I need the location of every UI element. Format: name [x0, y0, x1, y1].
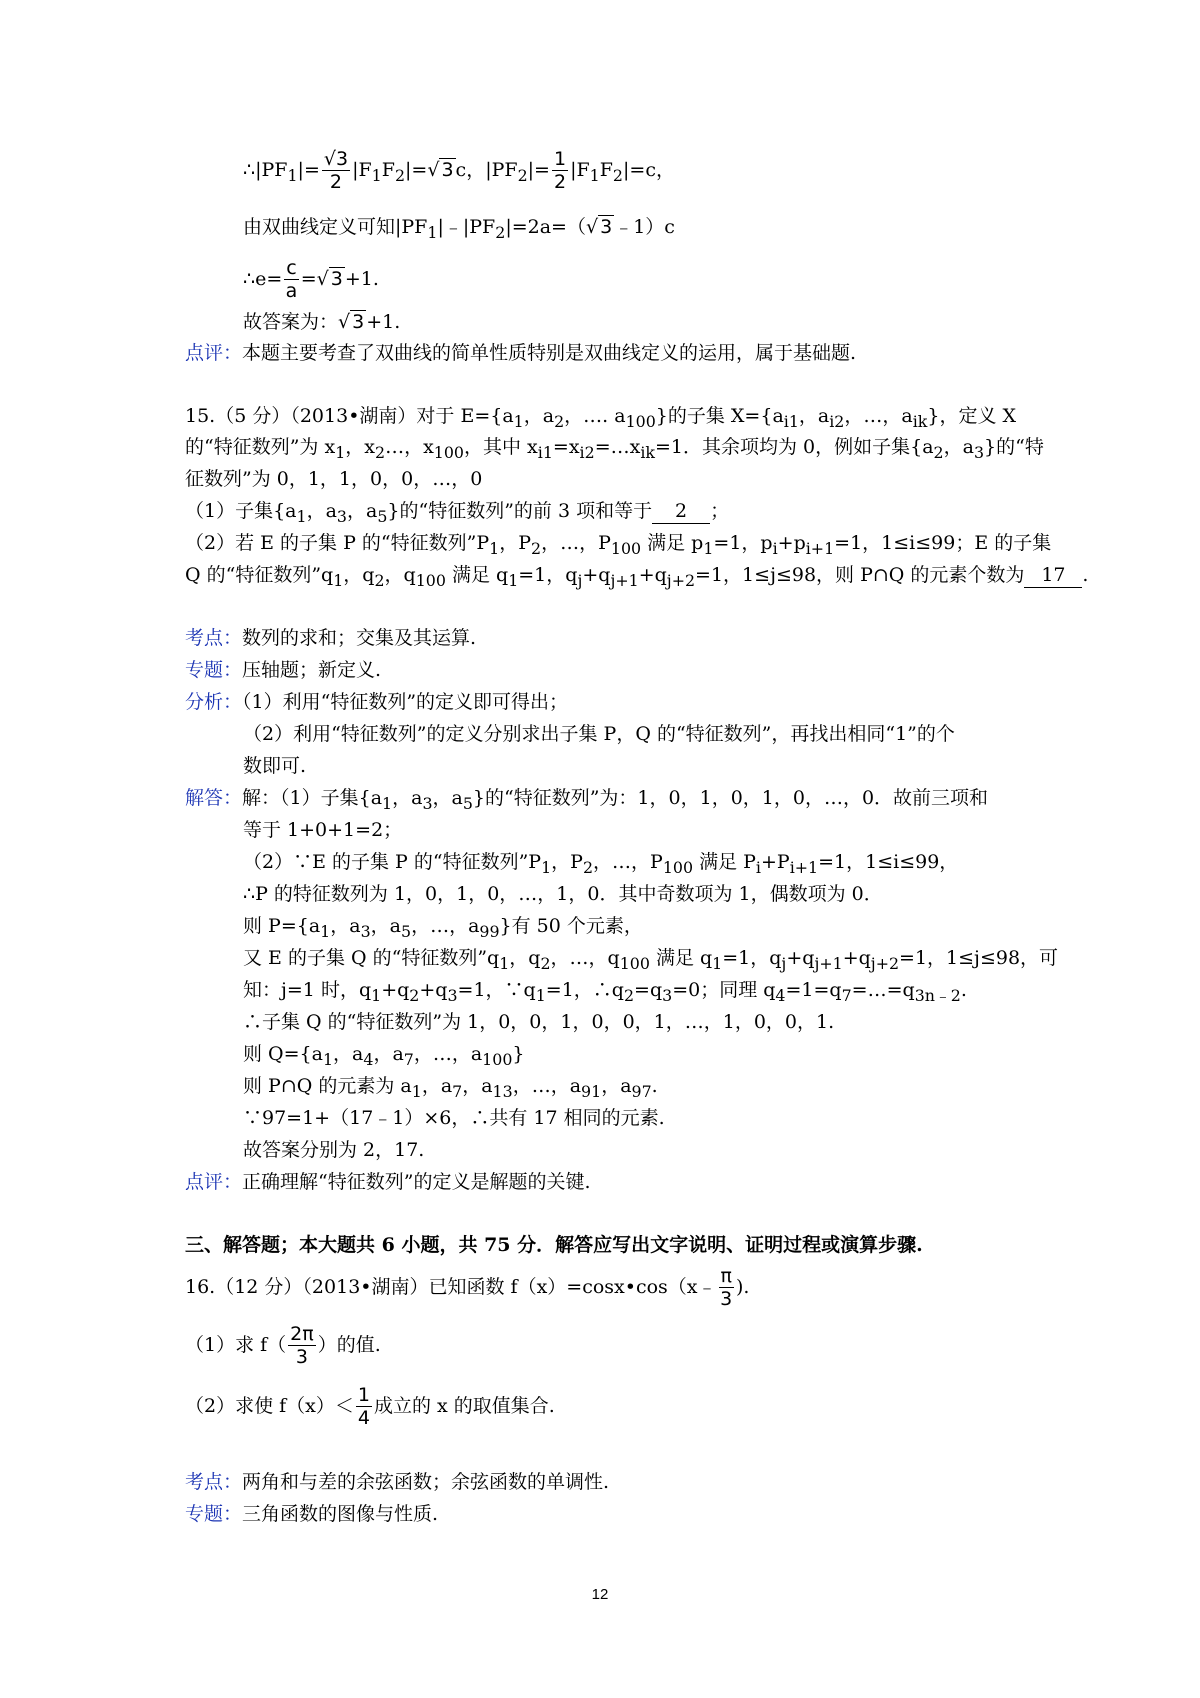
- label-zhuanti: 专题：: [185, 1503, 243, 1525]
- fraction-sqrt3-over-2: $\frac{√3}{2}$: [323, 148, 349, 193]
- label-kaodian: 考点：: [185, 627, 243, 649]
- sqrt-3: √ 3: [585, 216, 613, 238]
- zhuanti-line-16: 专题：三角函数的图像与性质.: [185, 1503, 439, 1525]
- label-zhuanti: 专题：: [185, 659, 243, 681]
- fraction-c-over-a: $\frac{c}{a}$: [285, 257, 298, 302]
- page-number: 12: [591, 1586, 609, 1603]
- solution-line-pf1: $\therefore|PF_1|=$ $\frac{√3}{2}$ $|F_1F_2|=√$ 3 c，$|PF_2|=$ $\frac{1}{2}$ $|F_1F_2|=c$，: [243, 148, 675, 193]
- jieda-line-12: 故答案分别为 2，17.: [243, 1139, 425, 1161]
- label-fenxi: 分析：: [185, 691, 243, 713]
- jieda-line-11: ∵97=1+（17﹣1）×6，∴共有 17 相同的元素.: [243, 1107, 665, 1129]
- question-15-line1: 15.（5 分）（2013•湖南）对于 $E=\{a_1$，$a_2$，…. $a_{100}$}的子集 $X=\{a_{i1}$，$a_{i2}$，…，$a_{ik}$}，定义 X: [185, 405, 1017, 431]
- question-16-part1: （1）求 f（ $\frac{2\pi}{3}$ ）的值.: [185, 1323, 381, 1368]
- sqrt-3: √ 3: [338, 311, 365, 333]
- sqrt-3: √ 3: [427, 159, 454, 181]
- question-15-part1: （1）子集{$a_1$，$a_3$，$a_5$}的“特征数列”的前 3 项和等于 2 ；: [185, 500, 730, 526]
- fraction-2pi-over-3: $\frac{2\pi}{3}$: [290, 1323, 314, 1368]
- kaodian-line-16: 考点：两角和与差的余弦函数；余弦函数的单调性.: [185, 1471, 610, 1493]
- fraction-1-over-2: $\frac{1}{2}$: [553, 148, 567, 193]
- solution-line-answer: 故答案为：√ 3 +1.: [243, 311, 401, 333]
- jieda-line-10: 则 P∩Q 的元素为 $a_1$，$a_7$，$a_{13}$，…，$a_{91}$，$a_{97}$.: [243, 1075, 658, 1101]
- fenxi-line-3: 数即可.: [243, 755, 307, 777]
- solution-line-eccentricity: ∴e= $\frac{c}{a}$ =√ 3 +1.: [243, 257, 379, 302]
- label-comment: 点评：: [185, 1171, 243, 1193]
- jieda-line-4: ∴P 的特征数列为 1，0，1，0，…，1，0．其中奇数项为 1，偶数项为 0．: [243, 883, 883, 905]
- fenxi-line-1: 分析：（1）利用“特征数列”的定义即可得出；: [185, 691, 569, 713]
- jieda-line-6: 又 E 的子集 Q 的“特征数列$”q_1$，$q_2$，…，$q_{100}$ 满足 $q_1=1$，$q_j+q_{j+1}+q_{j+2}=1$，1≤j≤98，可: [243, 947, 1059, 973]
- fenxi-line-2: （2）利用“特征数列”的定义分别求出子集 P，Q 的“特征数列”，再找出相同“1”的个: [243, 723, 955, 745]
- jieda-line-1: 解答：解：（1）子集{$a_1$，$a_3$，$a_5$}的“特征数列”为：1，0，1，0，1，0，…，0．故前三项和: [185, 787, 989, 813]
- label-comment: 点评：: [185, 342, 243, 364]
- question-16-part2: （2）求使 f（x）＜ $\frac{1}{4}$ 成立的 x 的取值集合.: [185, 1384, 555, 1429]
- jieda-line-7: 知：j=1 时，$q_1+q_2+q_3=1$，$\because q_1=1$，$\therefore q_2=q_3=0$；同理 $q_4=1=q_7=\dots=q_{3n﹣2}$.: [243, 979, 967, 1005]
- comment-line-14: 点评：本题主要考查了双曲线的简单性质特别是双曲线定义的运用，属于基础题.: [185, 342, 857, 364]
- answer-blank: 17: [1024, 563, 1082, 588]
- answer-blank: 2: [652, 499, 710, 524]
- solution-line-hyperbola-def: 由双曲线定义可知$|PF_1|﹣|PF_2|=2a=(√$ 3 ﹣1）c: [243, 216, 675, 242]
- fraction-1-over-4: $\frac{1}{4}$: [357, 1384, 370, 1429]
- question-15-line2: 的“特征数列”为 $x_1$，$x_2\dots$，$x_{100}$，其中 $x_{i1}=x_{i2}=\dots x_{ik}=1$．其余项均为 0，例如子集{$a_2$，$a_3$}的“特: [185, 436, 1044, 462]
- fraction-pi-over-3: $\frac{\pi}{3}$: [720, 1265, 733, 1310]
- question-15-part2-line1: （2）若 E 的子集 P 的“特征数列$”P_1$，$P_2$，…，$P_{100}$ 满足 $p_1=1$，$p_i+p_{i+1}=1$，1≤i≤99；E 的子集: [185, 532, 1052, 558]
- jieda-line-5: 则 $P=\{a_1$，$a_3$，$a_5$，…，$a_{99}$}有 50 个元素，: [243, 915, 643, 941]
- question-15-part2-line2: Q 的“特征数列$”q_1$，$q_2$，$q_{100}$ 满足 $q_1=1$，$q_j+q_{j+1}+q_{j+2}=1$，1≤j≤98，则 P∩Q 的元素个数为 17 .: [185, 564, 1089, 590]
- sqrt-3: √ 3: [316, 268, 343, 290]
- kaodian-line-15: 考点：数列的求和；交集及其运算.: [185, 627, 477, 649]
- label-kaodian: 考点：: [185, 1471, 243, 1493]
- section-3-heading: 三、解答题；本大题共 6 小题，共 75 分．解答应写出文字说明、证明过程或演算步骤.: [185, 1234, 923, 1256]
- question-16-line: 16.（12 分）（2013•湖南）已知函数 f（x）=cosx•cos（x﹣ $\frac{\pi}{3}$ ).: [185, 1265, 750, 1310]
- jieda-line-9: 则 $Q=\{a_1$，$a_4$，$a_7$，…，$a_{100}$}: [243, 1043, 525, 1069]
- jieda-line-8: ∴子集 Q 的“特征数列”为 1，0，0，1，0，0，1，…，1，0，0，1.: [243, 1011, 835, 1033]
- label-jieda: 解答：: [185, 787, 243, 809]
- zhuanti-line-15: 专题：压轴题；新定义.: [185, 659, 382, 681]
- comment-line-15: 点评：正确理解“特征数列”的定义是解题的关键.: [185, 1171, 591, 1193]
- jieda-line-2: 等于 1+0+1=2；: [243, 819, 403, 841]
- jieda-line-3: （2）∵E 的子集 P 的“特征数列$”P_1$，$P_2$，…，$P_{100}$ 满足 $P_i+P_{i+1}=1$，1≤i≤99，: [243, 851, 959, 877]
- question-15-line3: 征数列”为 0，1，1，0，0，…，0: [185, 468, 483, 490]
